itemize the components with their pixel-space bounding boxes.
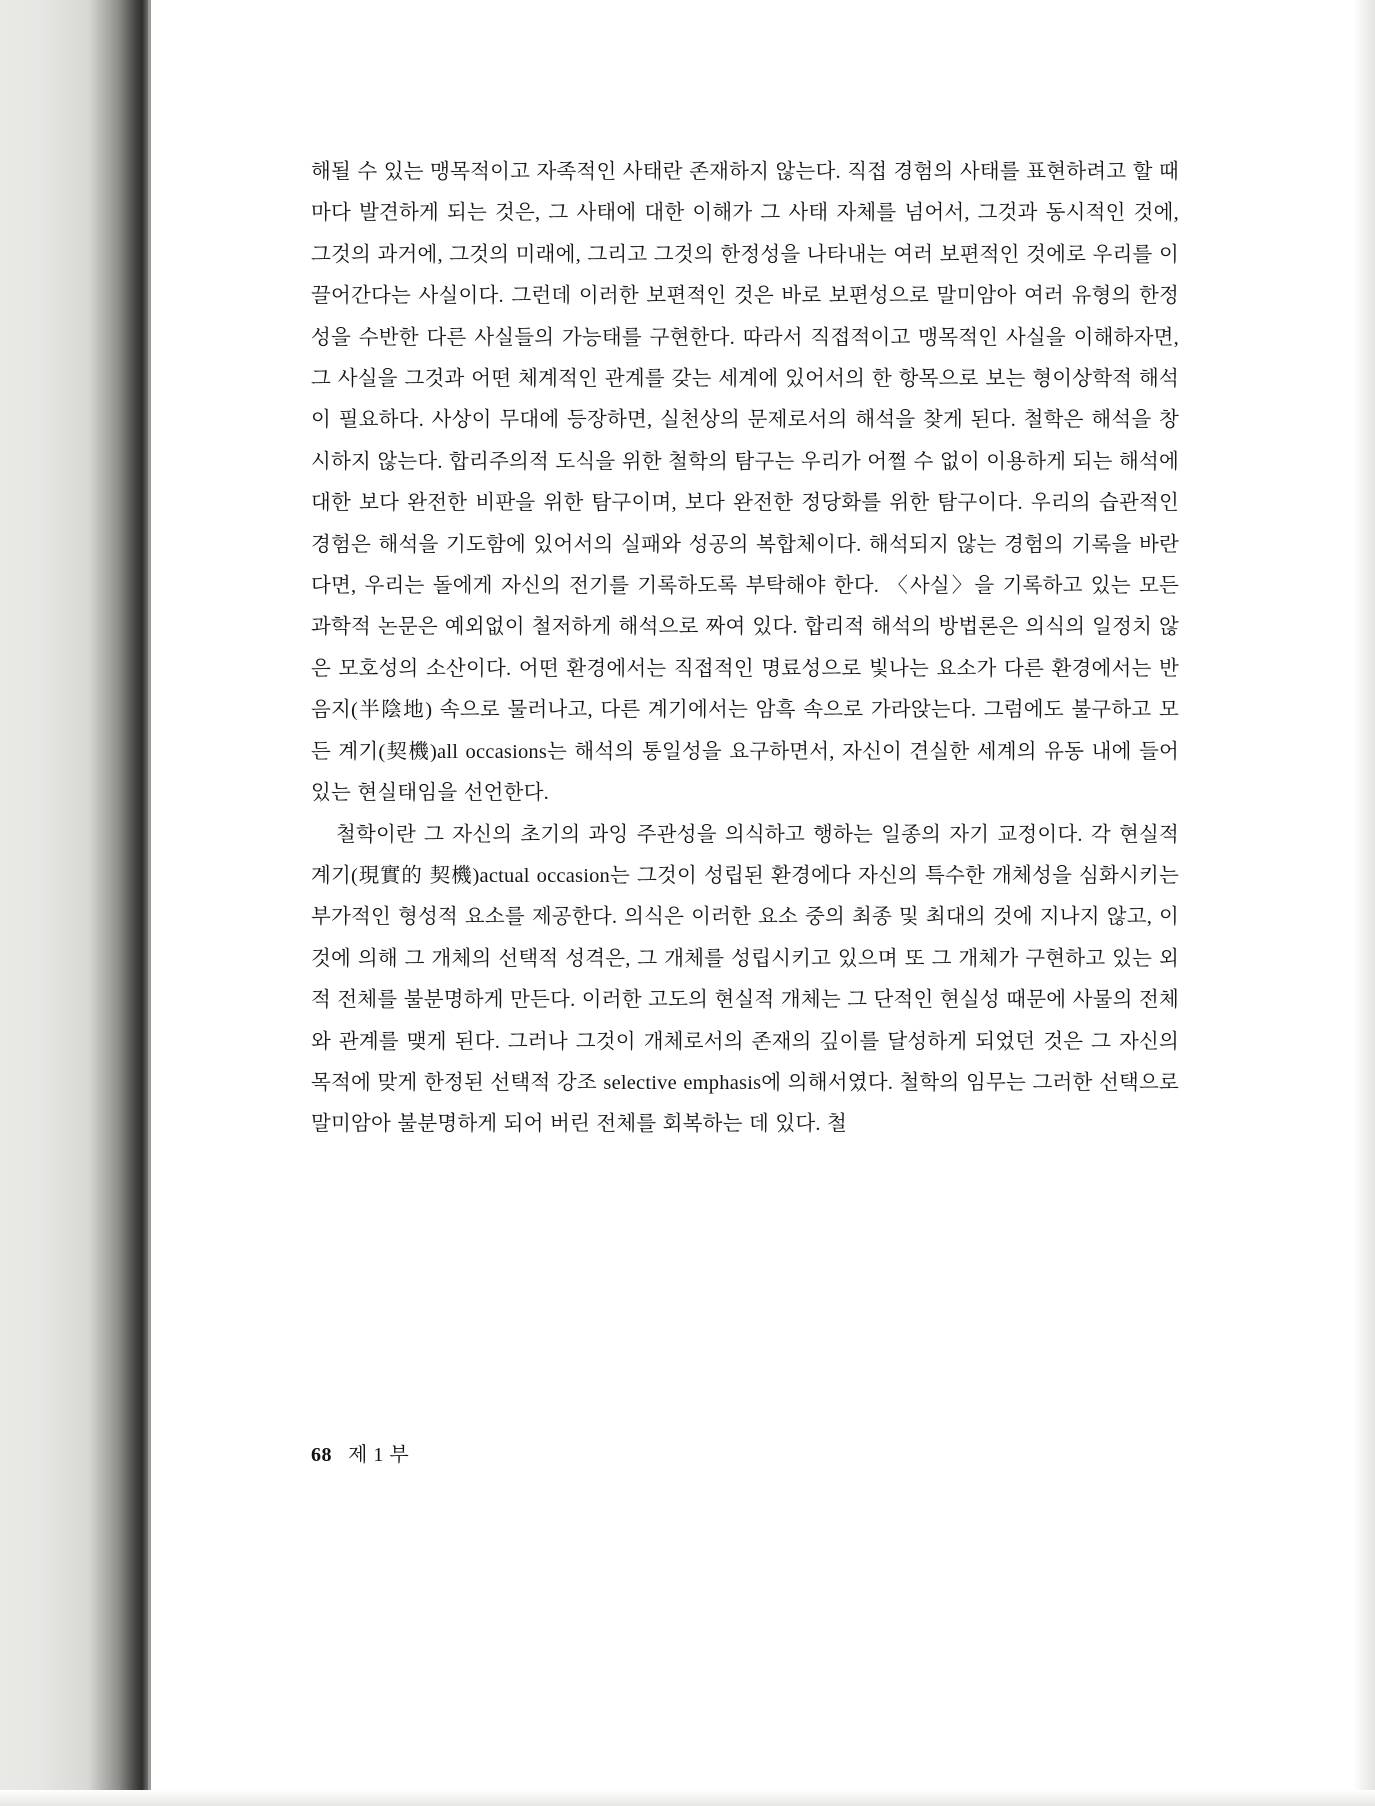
page-bottom-edge-shade [0, 1790, 1375, 1806]
page-footer [311, 1438, 1179, 1467]
page-right-edge-shade [1353, 0, 1375, 1806]
page-sheet [151, 0, 1353, 1806]
page-number: 68 [311, 1444, 332, 1466]
part-label: 제 1 부 [348, 1444, 410, 1466]
book-gutter-shadow [0, 0, 150, 1806]
paragraph-2: 철학이란 그 자신의 초기의 과잉 주관성을 의식하고 행하는 일종의 자기 교정이다. 각 현실적 계기(現實的 契機)actual occasion는 그것이 성립된 환경에다 자신의 특수한 개체성을 심화시키는 부가적인 형성적 요소를 제공한다. 의식은 이러한 요소 중의 최종 및 최대의 것에 지나지 않고, 이것에 의해 그 개체의 선택적 성격은, 그 개체를 성립시키고 있으며 또 그 개체가 구현하고 있는 외적 전체를 불분명하게 만든다. 이러한 고도의 현실적 개체는 그 단적인 현실성 때문에 사물의 전체와 관계를 맺게 된다. 그러나 그것이 개체로서의 존재의 깊이를 달성하게 되었던 것은 그 자신의 목적에 맞게 한정된 선택적 강조 selective emphasis에 의해서였다. 철학의 임무는 그러한 선택으로 말미암아 불분명하게 되어 버린 전체를 회복하는 데 있다. 철 [311, 823, 1179, 1136]
body-text-column [311, 152, 1179, 1146]
paragraph-1: 해될 수 있는 맹목적이고 자족적인 사태란 존재하지 않는다. 직접 경험의 사태를 표현하려고 할 때마다 발견하게 되는 것은, 그 사태에 대한 이해가 그 사태 자체를 넘어서, 그것과 동시적인 것에, 그것의 과거에, 그것의 미래에, 그리고 그것의 한정성을 나타내는 여러 보편적인 것에로 우리를 이끌어간다는 사실이다. 그런데 이러한 보편적인 것은 바로 보편성으로 말미암아 여러 유형의 한정성을 수반한 다른 사실들의 가능태를 구현한다. 따라서 직접적이고 맹목적인 사실을 이해하자면, 그 사실을 그것과 어떤 체계적인 관계를 갖는 세계에 있어서의 한 항목으로 보는 형이상학적 해석이 필요하다. 사상이 무대에 등장하면, 실천상의 문제로서의 해석을 찾게 된다. 철학은 해석을 창시하지 않는다. 합리주의적 도식을 위한 철학의 탐구는 우리가 어쩔 수 없이 이용하게 되는 해석에 대한 보다 완전한 비판을 위한 탐구이며, 보다 완전한 정당화를 위한 탐구이다. 우리의 습관적인 경험은 해석을 기도함에 있어서의 실패와 성공의 복합체이다. 해석되지 않는 경험의 기록을 바란다면, 우리는 돌에게 자신의 전기를 기록하도록 부탁해야 한다. 〈사실〉을 기록하고 있는 모든 과학적 논문은 예외없이 철저하게 해석으로 짜여 있다. 합리적 해석의 방법론은 의식의 일정치 않은 모호성의 소산이다. 어떤 환경에서는 직접적인 명료성으로 빛나는 요소가 다른 환경에서는 반음지(半陰地) 속으로 물러나고, 다른 계기에서는 암흑 속으로 가라앉는다. 그럼에도 불구하고 모든 계기(契機)all occasions는 해석의 통일성을 요구하면서, 자신이 견실한 세계의 유동 내에 들어 있는 현실태임을 선언한다. [311, 161, 1179, 805]
